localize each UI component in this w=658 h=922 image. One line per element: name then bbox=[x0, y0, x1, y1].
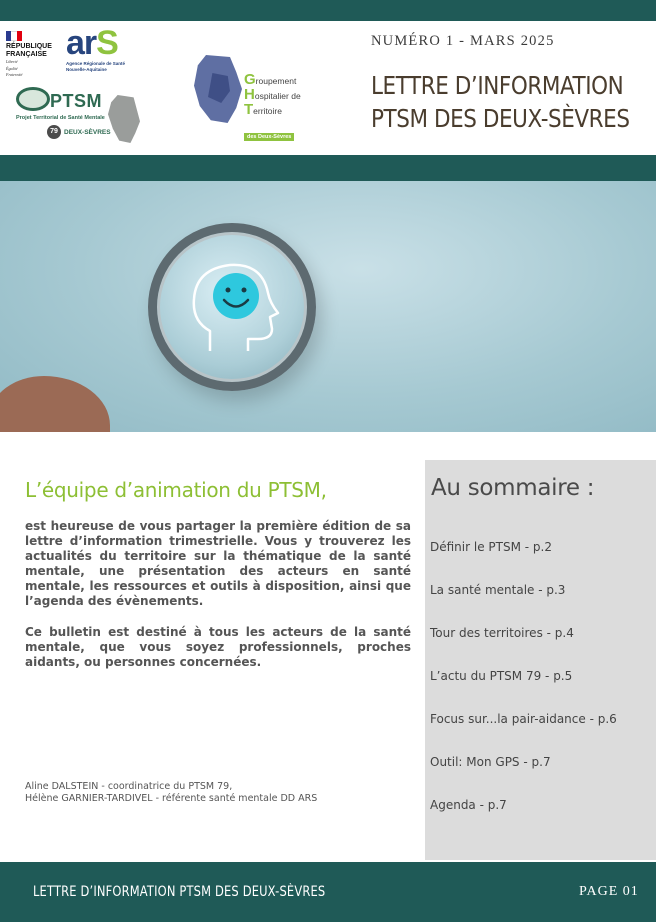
brain-icon bbox=[16, 87, 50, 111]
ars-subtitle: Agence Régionale de Santé bbox=[66, 61, 126, 66]
page-number: PAGE 01 bbox=[579, 884, 639, 899]
motto-fraternite: Fraternité bbox=[6, 72, 23, 77]
ght-tag: des Deux-Sèvres bbox=[244, 133, 294, 141]
header bbox=[0, 21, 658, 155]
toc-item-mon-gps[interactable]: Outil: Mon GPS - p.7 bbox=[430, 755, 551, 769]
signature-line-2: Hélène GARNIER-TARDIVEL - référente santé mentale DD ARS bbox=[25, 793, 318, 804]
department-map-icon bbox=[108, 95, 140, 143]
signature-line-1: Aline DALSTEIN - coordinatrice du PTSM 79, bbox=[25, 781, 233, 792]
toc-item-definir-ptsm[interactable]: Définir le PTSM - p.2 bbox=[430, 540, 552, 554]
ght-logo bbox=[190, 51, 320, 140]
toc-title: Au sommaire : bbox=[431, 475, 595, 501]
motto-liberte: Liberté bbox=[6, 59, 18, 64]
hero-magnifier-image bbox=[0, 181, 656, 432]
republique-line1: RÉPUBLIQUE bbox=[6, 43, 52, 50]
ght-wordmark: Groupement Hospitalier de Territoire bbox=[244, 71, 301, 118]
header-divider-band bbox=[0, 155, 658, 181]
intro-paragraph-2: Ce bulletin est destiné à tous les acteurs de la santé mentale, que vous soyez professionnels, proches aidants, ou personnes concernées. bbox=[25, 625, 411, 669]
toc-item-agenda[interactable]: Agenda - p.7 bbox=[430, 798, 507, 812]
toc-item-sante-mentale[interactable]: La santé mentale - p.3 bbox=[430, 583, 566, 597]
motto-egalite: Égalité bbox=[6, 65, 18, 71]
head-profile-icon bbox=[170, 241, 300, 371]
ght-map-icon bbox=[194, 55, 242, 123]
intro-paragraph-1: est heureuse de vous partager la première édition de sa lettre d’information trimestrielle. Vous y trouverez les actualités du territoire sur la thématique de la santé mentale, une présentation des acteurs en santé mentale, les ressources et outils à disposition, ainsi que l’agenda des évènements. bbox=[25, 519, 411, 608]
intro-heading: L’équipe d’animation du PTSM, bbox=[25, 478, 327, 502]
newsletter-title bbox=[371, 69, 630, 135]
republique-francaise-logo bbox=[6, 31, 61, 78]
republique-line2: FRANÇAISE bbox=[6, 50, 47, 58]
footer bbox=[0, 862, 658, 922]
intro-body bbox=[25, 519, 411, 670]
ptsm-department: DEUX-SÈVRES bbox=[64, 129, 111, 136]
footer-title: LETTRE D’INFORMATION PTSM DES DEUX-SÈVRES bbox=[33, 884, 326, 900]
ars-region: Nouvelle-Aquitaine bbox=[66, 67, 107, 72]
title-line-2: PTSM DES DEUX-SÈVRES bbox=[371, 104, 630, 133]
signature bbox=[25, 781, 317, 805]
hand-illustration bbox=[0, 376, 110, 432]
ptsm-logo bbox=[14, 85, 144, 145]
department-number-badge: 79 bbox=[47, 125, 61, 139]
issue-number: NUMÉRO 1 - MARS 2025 bbox=[371, 33, 555, 49]
ars-wordmark: arS bbox=[66, 24, 118, 62]
ptsm-subtitle: Projet Territorial de Santé Mentale bbox=[16, 115, 105, 121]
ars-logo bbox=[66, 26, 141, 76]
toc-item-tour-territoires[interactable]: Tour des territoires - p.4 bbox=[430, 626, 574, 640]
smiley-icon bbox=[213, 273, 259, 319]
french-flag-icon bbox=[6, 31, 22, 41]
top-banner bbox=[0, 0, 658, 21]
toc-list bbox=[430, 540, 617, 841]
table-of-contents bbox=[425, 460, 656, 860]
title-line-1: LETTRE D’INFORMATION bbox=[371, 71, 624, 100]
toc-item-actu-ptsm[interactable]: L’actu du PTSM 79 - p.5 bbox=[430, 669, 573, 683]
toc-item-pair-aidance[interactable]: Focus sur...la pair-aidance - p.6 bbox=[430, 712, 617, 726]
ptsm-wordmark: PTSM bbox=[50, 91, 103, 111]
